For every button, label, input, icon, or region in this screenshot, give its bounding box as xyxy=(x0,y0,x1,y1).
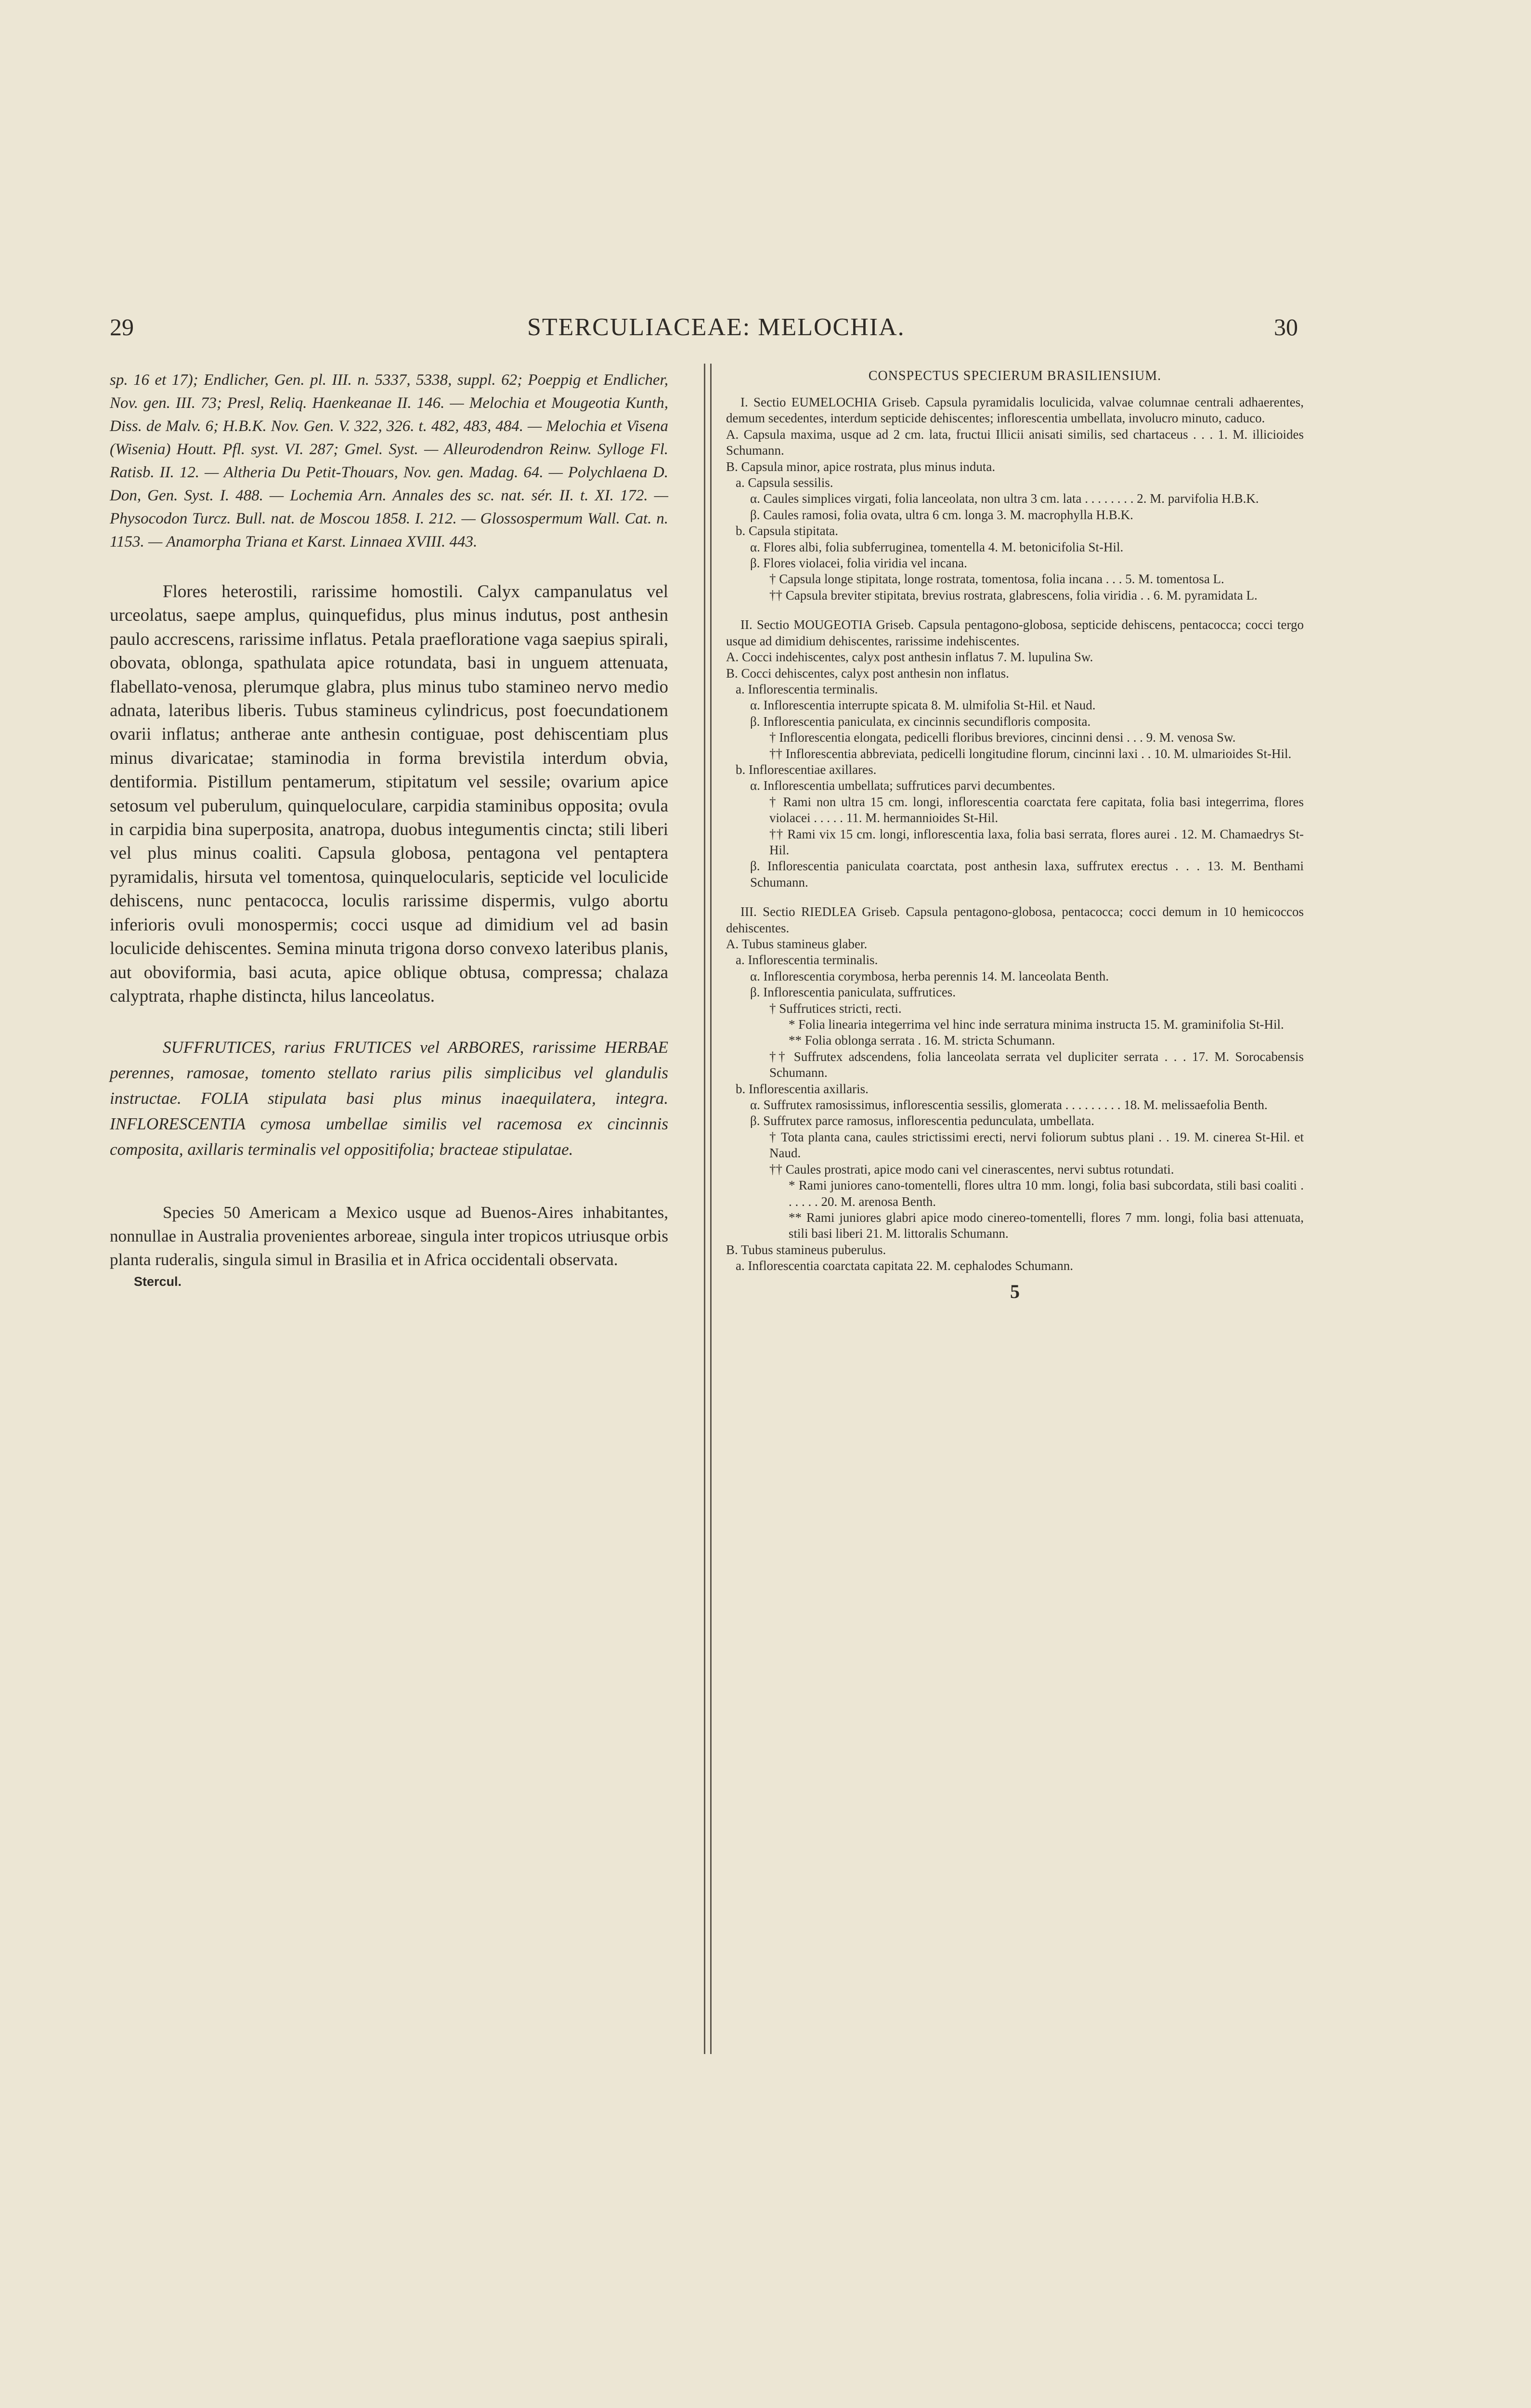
section-heading: III. Sectio RIEDLEA Griseb. Capsula pentagono-globosa, pentacocca; cocci demum in 10 hemicoccos dehiscentes. xyxy=(726,904,1304,935)
key-line: α. Flores albi, folia subferruginea, tomentella 4. M. betonicifolia St-Hil. xyxy=(750,539,1124,554)
conspectus-title: CONSPECTUS SPECIERUM BRASILIENSIUM. xyxy=(868,368,1162,383)
key-line: b. Capsula stipitata. xyxy=(736,523,838,538)
key-line: b. Inflorescentia axillaris. xyxy=(736,1081,869,1096)
habit-description: SUFFRUTICES, rarius FRUTICES vel ARBORES, rarissime HERBAE perennes, ramosae, tomento stellato rarius pilis simplicibus vel glandulis instructae. FOLIA stipulata basi plus minus inaequilatera, integra. INFLORESCENTIA cymosa umbellae similis vel racemosa ex cincinnis composita, axillaris terminalis vel oppositifolia; bracteae stipulatae. xyxy=(110,1038,668,1159)
right-column xyxy=(726,368,1304,1303)
key-line: a. Inflorescentia terminalis. xyxy=(736,953,878,968)
section-heading: II. Sectio MOUGEOTIA Griseb. Capsula pentagono-globosa, septicide dehiscens, pentacocca; cocci tergo usque ad dimidium dehiscentes, rarissime indehiscentes. xyxy=(726,617,1304,648)
key-line: β. Suffrutex parce ramosus, inflorescentia pedunculata, umbellata. xyxy=(750,1113,1094,1128)
key-line: † Capsula longe stipitata, longe rostrata, tomentosa, folia incana . . . 5. M. tomentosa L. xyxy=(769,572,1224,587)
key-line: † Tota planta cana, caules strictissimi erecti, nervi foliorum subtus plani . . 19. M. cinerea St-Hil. et Naud. xyxy=(769,1129,1304,1161)
key-line: a. Capsula sessilis. xyxy=(736,475,833,490)
left-column xyxy=(110,368,668,1289)
page-number-left: 29 xyxy=(110,314,134,340)
signature-number: 5 xyxy=(1010,1280,1020,1302)
key-line: † Rami non ultra 15 cm. longi, inflorescentia coarctata fere capitata, folia basi integerrima, flores violacei . . . . . 11. M. hermannioides St-Hil. xyxy=(769,794,1304,825)
key-line: α. Inflorescentia umbellata; suffrutices parvi decumbentes. xyxy=(750,778,1055,793)
key-line: A. Cocci indehiscentes, calyx post anthesin inflatus 7. M. lupulina Sw. xyxy=(726,650,1093,665)
key-line: α. Inflorescentia corymbosa, herba perennis 14. M. lanceolata Benth. xyxy=(750,968,1109,983)
key-line: ** Rami juniores glabri apice modo cinereo-tomentelli, flores 7 mm. longi, folia basi attenuata, stili basi liberi 21. M. littoralis Schumann. xyxy=(789,1210,1304,1241)
key-line: * Folia linearia integerrima vel hinc inde serratura minima instructa 15. M. graminifolia St-Hil. xyxy=(789,1017,1284,1032)
synonymy-citation: sp. 16 et 17); Endlicher, Gen. pl. III. n. 5337, 5338, suppl. 62; Poeppig et Endlicher, Nov. gen. III. 73; Presl, Reliq. Haenkeanae II. 146. — Melochia et Mougeotia Kunth, Diss. de Malv. 6; H.B.K. Nov. Gen. V. 322, 326. t. 482, 483, 484. — Melochia et Visena (Wisenia) Houtt. Pfl. syst. VI. 287; Gmel. Syst. — Alleurodendron Reinw. Sylloge Fl. Ratisb. II. 12. — Altheria Du Petit-Thouars, Nov. gen. Madag. 64. — Polychlaena D. Don, Gen. Syst. I. 488. — Lochemia Arn. Annales des sc. nat. sér. II. t. XI. 172. — Physocodon Turcz. Bull. nat. de Moscou 1858. I. 212. — Glossospermum Wall. Cat. n. 1153. — Anamorpha Triana et Karst. Linnaea XVIII. 443. xyxy=(110,371,668,550)
key-line: A. Capsula maxima, usque ad 2 cm. lata, fructui Illicii anisati similis, sed chartaceus . . . 1. M. illicioides Schumann. xyxy=(726,427,1304,458)
key-line: a. Inflorescentia terminalis. xyxy=(736,681,878,696)
key-line: α. Suffrutex ramosissimus, inflorescentia sessilis, glomerata . . . . . . . . . 18. M. melissaefolia Benth. xyxy=(750,1098,1268,1112)
key-line: β. Inflorescentia paniculata, suffrutices. xyxy=(750,985,956,1000)
key-line: β. Inflorescentia paniculata, ex cincinnis secundifloris composita. xyxy=(750,714,1091,729)
key-line: B. Tubus stamineus puberulus. xyxy=(726,1242,886,1257)
signature-mark: Stercul. xyxy=(134,1274,182,1289)
key-line: α. Caules simplices virgati, folia lanceolata, non ultra 3 cm. lata . . . . . . . . 2. M. parvifolia H.B.K. xyxy=(750,491,1259,506)
page-header xyxy=(0,313,1531,356)
key-line: B. Cocci dehiscentes, calyx post anthesin non inflatus. xyxy=(726,666,1009,681)
running-title: STERCULIACEAE: MELOCHIA. xyxy=(527,314,905,341)
key-line: b. Inflorescentiae axillares. xyxy=(736,762,877,777)
key-line: †† Inflorescentia abbreviata, pedicelli longitudine florum, cincinni laxi . . 10. M. ulmarioides St-Hil. xyxy=(769,746,1292,761)
genus-description: Flores heterostili, rarissime homostili. Calyx campanulatus vel urceolatus, saepe amplus, quinquefidus, plus minus indutus, post anthesin paulo accrescens, rarissime inflatus. Petala praefloratione vaga saepius spirali, obovata, oblonga, spathulata apice rotundata, basi in unguem attenuata, flabellato-venosa, plerumque glabra, plus minus tubo stamineo nervo medio adnata, lateribus liberis. Tubus stamineus cylindricus, post foecundationem ovarii inflatus; antherae ante anthesin contiguae, post dehiscentiam plus minus divaricatae; staminodia in forma brevistila interdum obvia, dentiformia. Pistillum pentamerum, stipitatum vel sessile; ovarium apice setosum vel puberulum, quinqueloculare, carpidia staminibus opposita; ovula in carpidia bina superposita, anatropa, duobus integumentis cincta; stili liberi vel plus minus coaliti. Capsula globosa, pentagona vel pentaptera pyramidalis, hirsuta vel tomentosa, quinquelocularis, septicide vel loculicide dehiscens, nunc pentacocca, loculis rarissime dispermis, vulgo abortu inferioris ovuli monospermis; cocci usque ad dimidium vel ad basin loculicide dehiscentes. Semina minuta trigona dorso convexo lateribus planis, aut oboviformia, basi acuta, apice oblique obtusa, compressa; chalaza calyptrata, rhaphe distincta, hilus lanceolatus. xyxy=(110,582,668,1006)
key-line: † Suffrutices stricti, recti. xyxy=(769,1001,902,1016)
key-line: †† Caules prostrati, apice modo cani vel cinerascentes, nervi subtus rotundati. xyxy=(769,1162,1174,1177)
section-heading: I. Sectio EUMELOCHIA Griseb. Capsula pyramidalis loculicida, valvae columnae centrali adhaerentes, demum secedentes, interdum septicide dehiscentes; inflorescentia umbellata, involucro minuto, caduco. xyxy=(726,395,1304,426)
key-line: β. Flores violacei, folia viridia vel incana. xyxy=(750,556,967,571)
key-line: β. Inflorescentia paniculata coarctata, post anthesin laxa, suffrutex erectus . . . 13. M. Benthami Schumann. xyxy=(750,859,1304,890)
key-line: * Rami juniores cano-tomentelli, flores ultra 10 mm. longi, folia basi subcordata, stili basi coaliti . . . . . . 20. M. arenosa Benth. xyxy=(789,1178,1304,1209)
key-line: †† Rami vix 15 cm. longi, inflorescentia laxa, folia basi serrata, flores aurei . 12. M. Chamaedrys St-Hil. xyxy=(769,826,1304,857)
key-line: ** Folia oblonga serrata . 16. M. stricta Schumann. xyxy=(789,1033,1055,1048)
key-line: α. Inflorescentia interrupte spicata 8. M. ulmifolia St-Hil. et Naud. xyxy=(750,698,1096,713)
section-gap xyxy=(726,890,1304,904)
species-key xyxy=(726,394,1304,1274)
page-number-right: 30 xyxy=(1274,314,1298,340)
key-line: †† Suffrutex adscendens, folia lanceolata serrata vel dupliciter serrata . . . 17. M. Sorocabensis Schumann. xyxy=(769,1049,1304,1080)
key-line: A. Tubus stamineus glaber. xyxy=(726,937,868,951)
key-line: a. Inflorescentia coarctata capitata 22. M. cephalodes Schumann. xyxy=(736,1258,1073,1273)
key-line: †† Capsula breviter stipitata, brevius rostrata, glabrescens, folia viridia . . 6. M. pyramidata L. xyxy=(769,588,1258,602)
section-gap xyxy=(726,603,1304,617)
species-distribution: Species 50 Americam a Mexico usque ad Buenos-Aires inhabitantes, nonnullae in Australia provenientes arboreae, singula inter tropicos utriusque orbis planta ruderalis, singula simul in Brasilia et in Africa occidentali observata. xyxy=(110,1203,668,1269)
column-divider xyxy=(704,364,712,2054)
key-line: B. Capsula minor, apice rostrata, plus minus induta. xyxy=(726,459,996,474)
key-line: † Inflorescentia elongata, pedicelli floribus breviores, cincinni densi . . . 9. M. venosa Sw. xyxy=(769,730,1236,745)
key-line: β. Caules ramosi, folia ovata, ultra 6 cm. longa 3. M. macrophylla H.B.K. xyxy=(750,507,1133,522)
